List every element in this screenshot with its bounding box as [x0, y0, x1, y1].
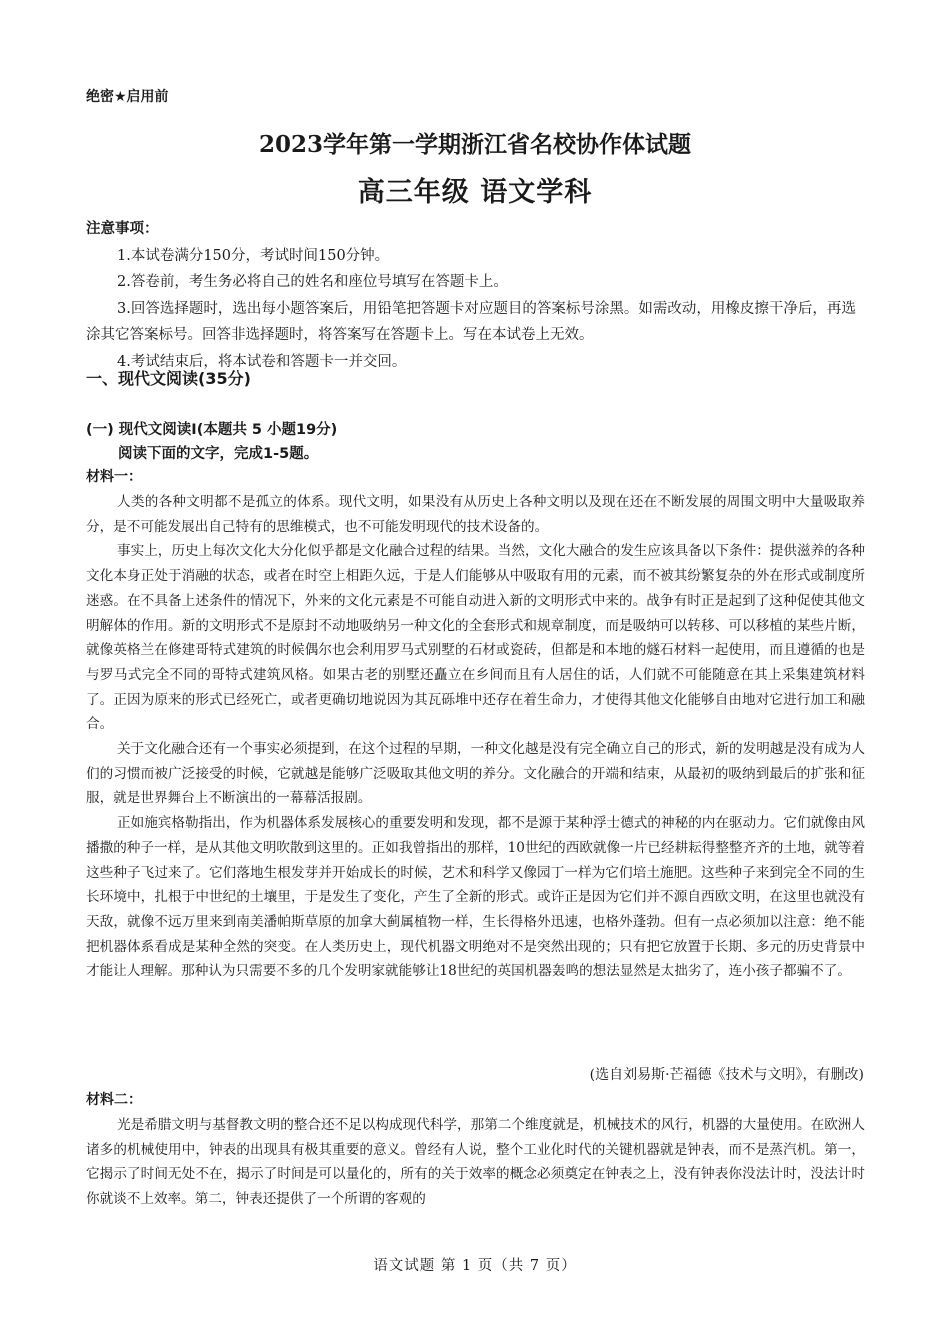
material-two-label: 材料二：: [86, 1092, 142, 1108]
material-two-text: [86, 1113, 865, 1212]
paragraph: 光是希腊文明与基督教文明的整合还不足以构成现代科学，那第二个维度就是，机械技术的风行，机器的大量使用。在欧洲人诸多的机械使用中，钟表的出现具有极其重要的意义。曾经有人说，整个工业化时代的关键机器就是钟表，而不是蒸汽机。第一，它揭示了时间无处不在，揭示了时间是可以量化的，所有的关于效率的概念必须奠定在钟表之上，没有钟表你没法计时，没法计时你就谈不上效率。第二，钟表还提供了一个所谓的客观的: [86, 1117, 865, 1208]
reading-instruction: 阅读下面的文字，完成1-5题。: [118, 446, 319, 462]
subsection-title: (一) 现代文阅读Ⅰ(本题共 5 小题19分): [86, 422, 338, 438]
material-one-source: (选自刘易斯·芒福德《技术与文明》，有删改): [589, 1067, 864, 1083]
material-one-label: 材料一：: [86, 469, 142, 485]
notice-item: 3.回答选择题时，选出每小题答案后，用铅笔把答题卡对应题目的答案标号涂黑。如需改动，用橡皮擦干净后，再选涂其它答案标号。回答非选择题时，将答案写在答题卡上。写在本试卷上无效。: [86, 300, 856, 343]
notice-item: 1.本试卷满分150分，考试时间150分钟。: [117, 247, 390, 264]
notice-item: 4.考试结束后，将本试卷和答题卡一并交回。: [117, 353, 407, 370]
notice-item: 2.答卷前，考生务必将自己的姓名和座位号填写在答题卡上。: [117, 274, 508, 290]
paragraph: 事实上，历史上每次文化大分化似乎都是文化融合过程的结果。当然，文化大融合的发生应该具备以下条件：提供滋养的各种文化本身正处于消融的状态，或者在时空上相距久远，于是人们能够从中吸取有用的元素，而不被其纷繁复杂的外在形式或制度所迷惑。在不具备上述条件的情况下，外来的文化元素是不可能自动进入新的文明形式中来的。战争有时正是起到了这种促使其他文明解体的作用。新的文明形式不是原封不动地吸纳另一种文化的全套形式和规章制度，而是吸纳可以转移、可以移植的某些片断，就像英格兰在修建哥特式建筑的时候偶尔也会利用罗马式别墅的石材或瓷砖，但都是和本地的燧石材料一起使用，而且遵循的也是与罗马式完全不同的哥特式建筑风格。如果古老的别墅还矗立在乡间而且有人居住的话，人们就不可能随意在其上采集建筑材料了。正因为原来的形式已经死亡，或者更确切地说因为其瓦砾堆中还存在着生命力，才使得其他文化能够自由地对它进行加工和融合。: [86, 543, 865, 733]
notice-block: [86, 216, 866, 375]
paragraph: 人类的各种文明都不是孤立的体系。现代文明，如果没有从历史上各种文明以及现在还在不断发展的周围文明中大量吸取养分，是不可能发展出自己特有的思维模式，也不可能发明现代的技术设备的。: [86, 494, 865, 535]
section-title: 一、现代文阅读(35分): [86, 369, 251, 388]
exam-title: 2023学年第一学期浙江省名校协作体试题: [258, 131, 691, 158]
paragraph: 正如施宾格勒指出，作为机器体系发展核心的重要发明和发现，都不是源于某种浮士德式的神秘的内在驱动力。它们就像由风播撒的种子一样，是从其他文明吹散到这里的。正如我曾指出的那样，10世纪的西欧就像一片已经耕耘得整整齐齐的土地，就等着这些种子飞过来了。它们落地生根发芽并开始成长的时候，艺术和科学又像园丁一样为它们培土施肥。这些种子来到完全不同的生长环境中，扎根于中世纪的土壤里，于是发生了变化，产生了全新的形式。或许正是因为它们并不源自西欧文明，在这里也就没有天敌，就像不远万里来到南美潘帕斯草原的加拿大蓟属植物一样，生长得格外迅速，也格外蓬勃。但有一点必须加以注意：绝不能把机器体系看成是某种全然的突变。在人类历史上，现代机器文明绝对不是突然出现的；只有把它放置于长期、多元的历史背景中才能让人理解。那种认为只需要不多的几个发明家就能够让18世纪的英国机器轰鸣的想法显然是太拙劣了，连小孩子都骗不了。: [86, 815, 865, 980]
exam-subtitle: 高三年级 语文学科: [357, 177, 593, 208]
notice-heading: 注意事项：: [86, 220, 159, 237]
paragraph: 关于文化融合还有一个事实必须提到，在这个过程的早期，一种文化越是没有完全确立自己的形式，新的发明越是没有成为人们的习惯而被广泛接受的时候，它就越是能够广泛吸取其他文明的养分。文化融合的开端和结束，从最初的吸纳到最后的扩张和征服，就是世界舞台上不断演出的一幕幕活报剧。: [86, 741, 865, 807]
material-one-text: [86, 490, 865, 984]
secret-mark: 绝密★启用前: [86, 89, 169, 105]
page-footer: 语文试题 第 1 页（共 7 页）: [373, 1258, 577, 1274]
